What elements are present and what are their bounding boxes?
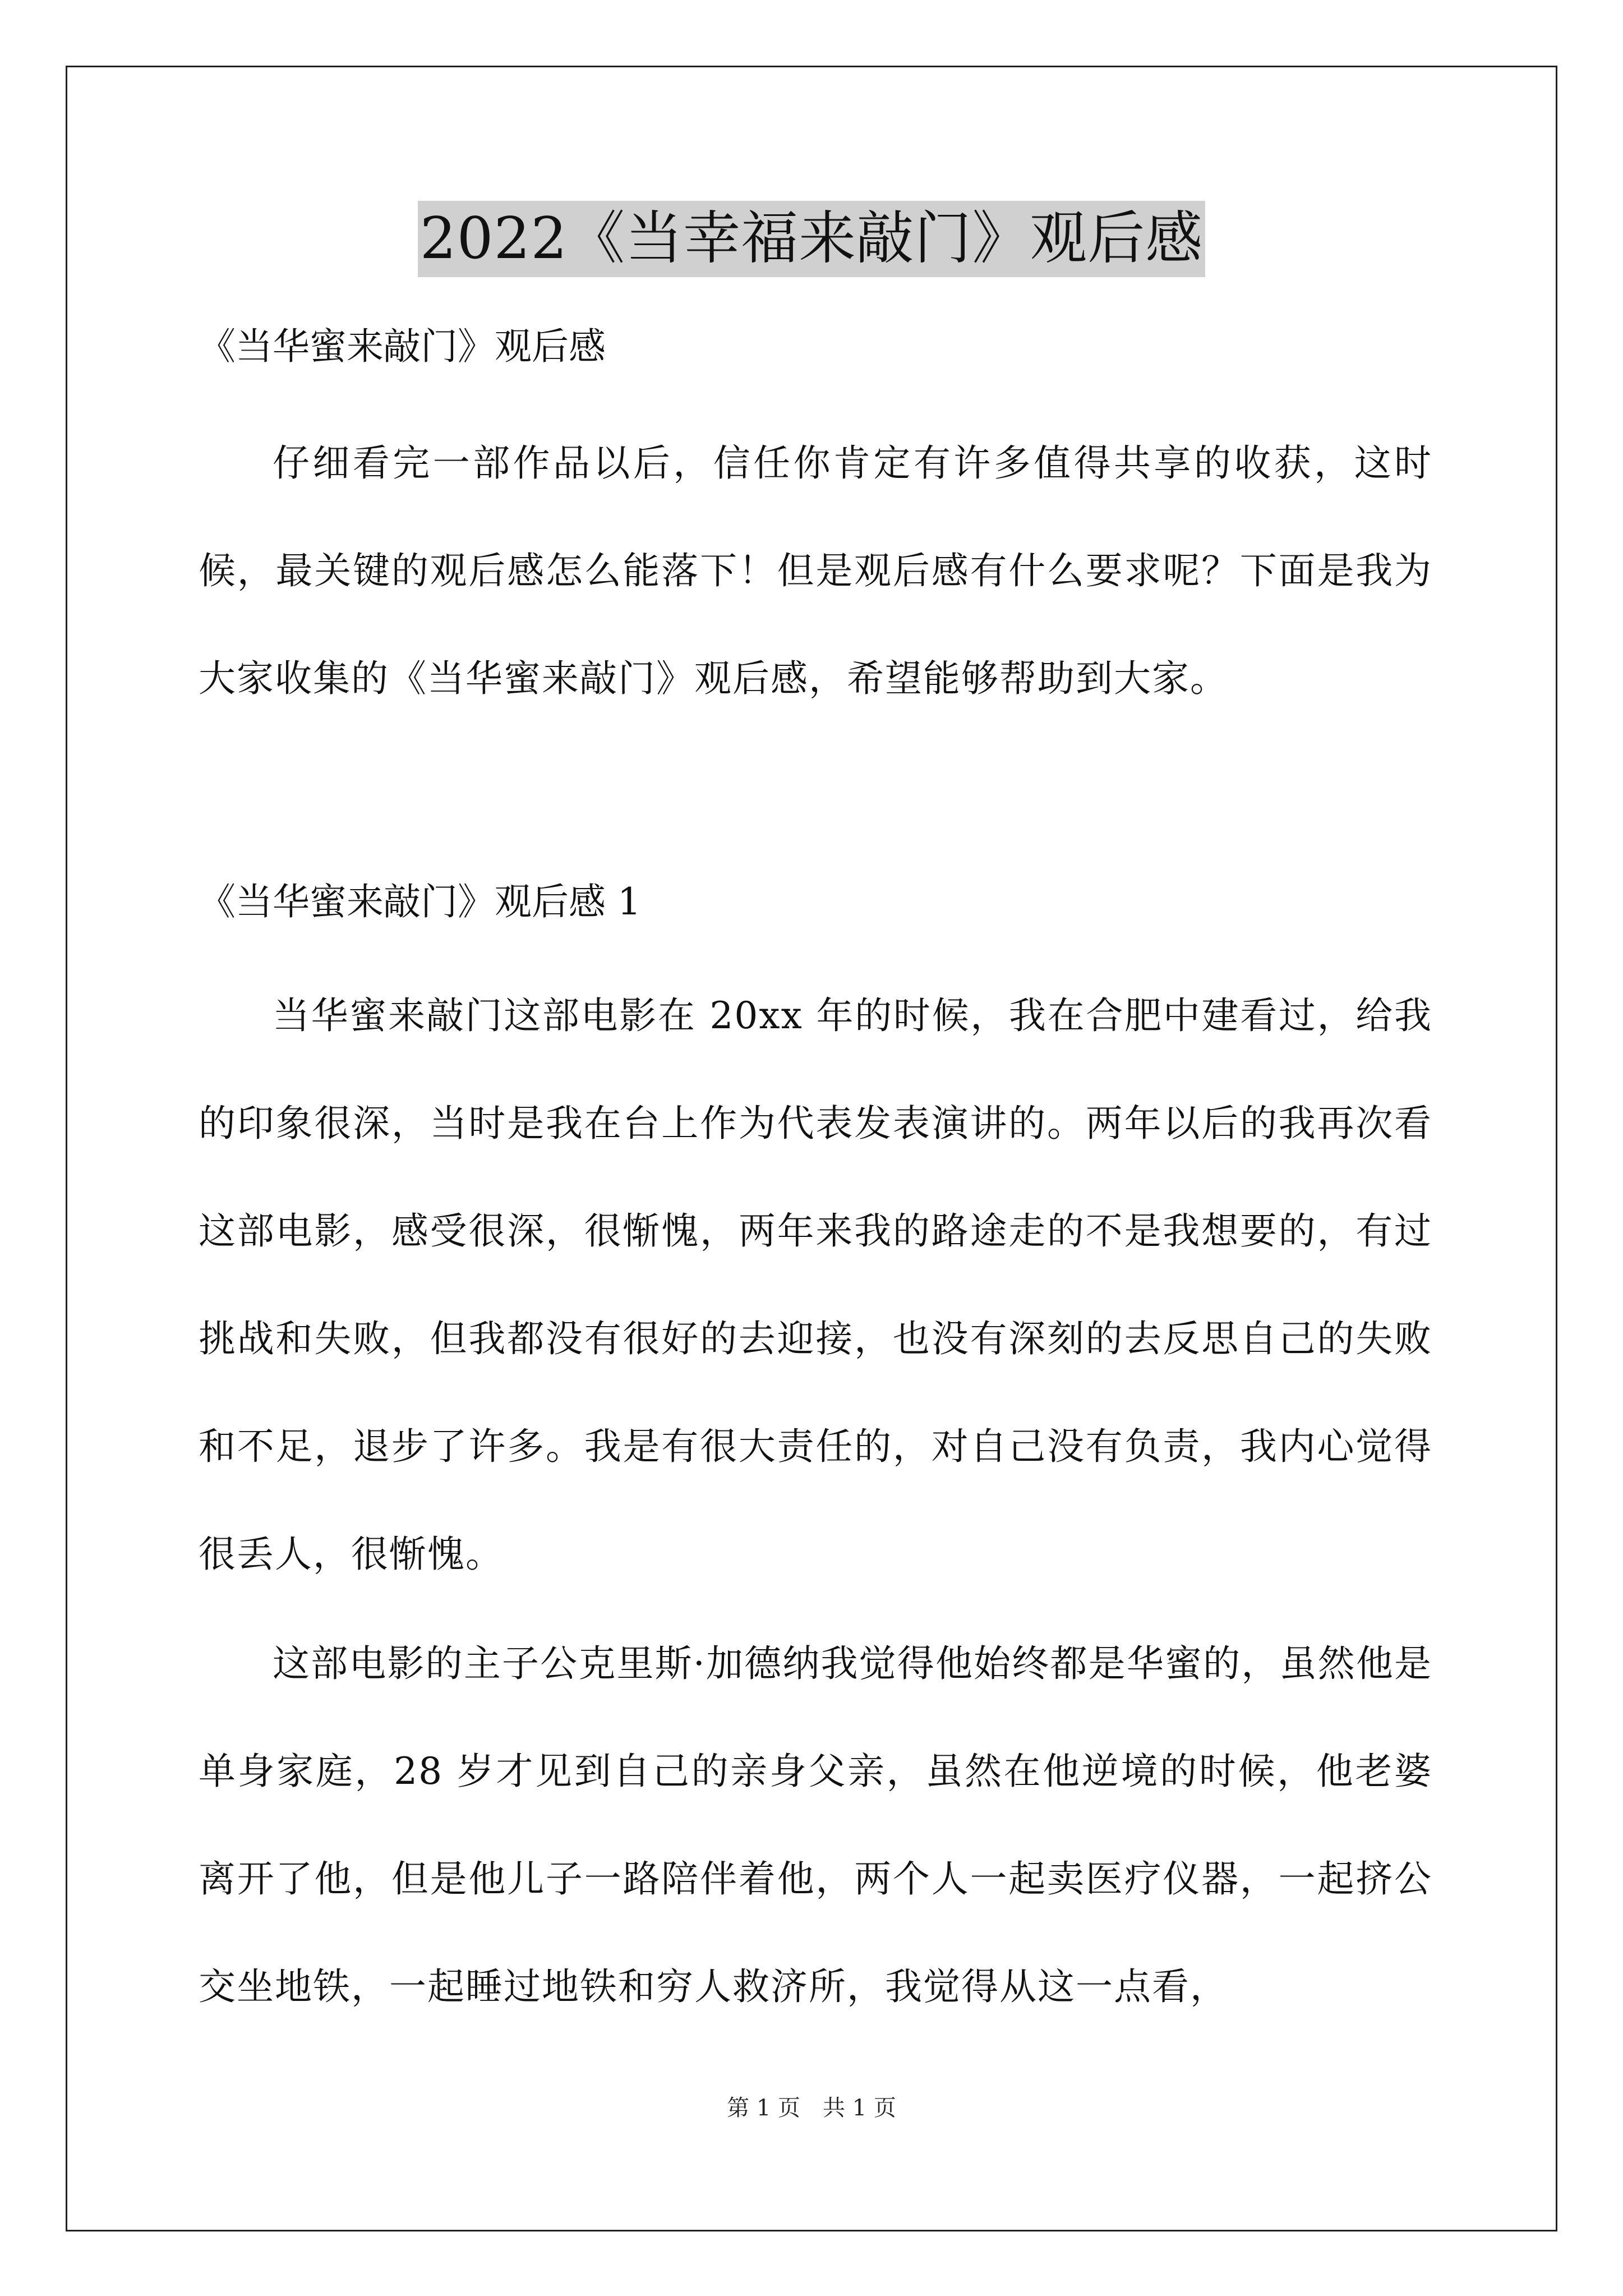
intro-paragraph: 仔细看完一部作品以后，信任你肯定有许多值得共享的收获，这时候，最关键的观后感怎么能落下！但是观后感有什么要求呢？下面是我为大家收集的《当华蜜来敲门》观后感，希望能够帮助到大家。 [199,441,1432,700]
page-footer: 第 1 页 共 1 页 [727,2095,896,2121]
body-paragraph: 这部电影的主子公克里斯·加德纳我觉得他始终都是华蜜的，虽然他是单身家庭，28 岁才见到自己的亲身父亲，虽然在他逆境的时候，他老婆离开了他，但是他儿子一路陪伴着他，两个人一起卖医疗仪器，一起挤公交坐地铁，一起睡过地铁和穷人救济所，我觉得从这一点看， [199,1642,1432,2008]
section-heading: 《当华蜜来敲门》观后感 1 [199,880,641,923]
body-paragraph: 当华蜜来敲门这部电影在 20xx 年的时候，我在合肥中建看过，给我的印象很深，当时是我在台上作为代表发表演讲的。两年以后的我再次看这部电影，感受很深，很惭愧，两年来我的路途走的不是我想要的，有过挑战和失败，但我都没有很好的去迎接，也没有深刻的去反思自己的失败和不足，退步了许多。我是有很大责任的，对自己没有负责，我内心觉得很丢人，很惭愧。 [199,994,1432,1576]
title-container [0,201,1623,277]
document-title: 2022《当幸福来敲门》观后感 [418,201,1206,277]
intro-heading: 《当华蜜来敲门》观后感 [199,325,606,368]
